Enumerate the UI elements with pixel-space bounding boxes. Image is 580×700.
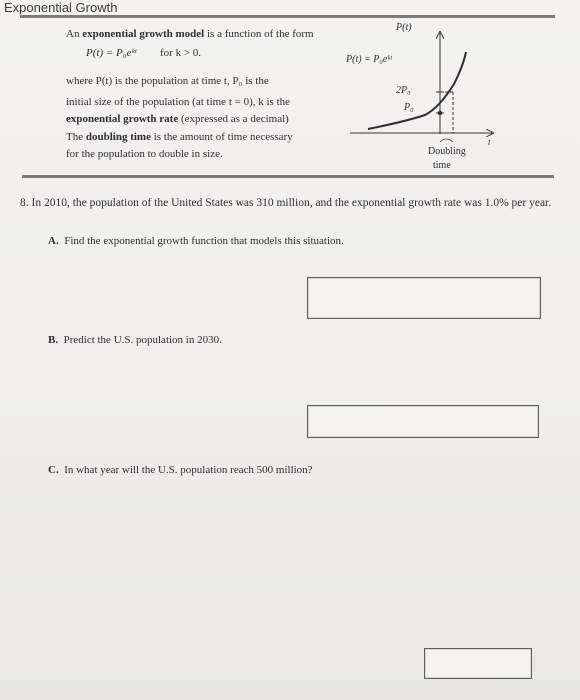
- answer-box-c[interactable]: [424, 648, 532, 679]
- formula-condition: for k > 0.: [160, 47, 202, 59]
- x-axis-label: t: [488, 137, 491, 147]
- answer-box-b[interactable]: [307, 405, 539, 438]
- definition-text: is the amount of time necessary: [150, 131, 293, 143]
- definition-line-1: [66, 26, 314, 42]
- doubling-label: Doubling: [428, 146, 466, 157]
- part-letter: C.: [48, 464, 59, 476]
- question-text: In what year will the U.S. population reach 500 million?: [64, 464, 313, 476]
- term-exponential-growth-rate: exponential growth rate: [66, 113, 179, 125]
- definition-line-2: where P(t) is the population at time t, P₀ is the: [66, 75, 269, 87]
- definition-text: The: [66, 131, 86, 143]
- answer-box-a[interactable]: [307, 277, 541, 319]
- definition-line-4: [66, 111, 289, 127]
- definition-line-6: for the population to double in size.: [66, 148, 223, 160]
- growth-graph-svg: [340, 22, 500, 182]
- definition-text: (expressed as a decimal): [178, 113, 289, 125]
- definition-text: is a function of the form: [204, 28, 314, 40]
- time-label: time: [433, 160, 451, 171]
- doubling-brace: [440, 139, 453, 142]
- p0-point: [438, 111, 442, 115]
- term-exponential-growth-model: exponential growth model: [82, 28, 205, 40]
- question-text: Find the exponential growth function that models this situation.: [64, 235, 344, 247]
- part-letter: A.: [48, 235, 59, 247]
- definition-line-5: [66, 129, 293, 145]
- term-doubling-time: doubling time: [85, 131, 151, 143]
- question-a: [48, 235, 344, 247]
- growth-formula: [86, 47, 202, 59]
- label-p0: P₀: [404, 102, 414, 113]
- label-2p0: 2P₀: [396, 85, 411, 96]
- question-c: [48, 464, 313, 476]
- part-letter: B.: [48, 334, 59, 346]
- top-divider: [20, 15, 555, 18]
- curve-label: P(t) = P₀eᵏᵗ: [346, 54, 392, 65]
- formula-text: P(t) = P₀eᵏᵗ: [86, 47, 137, 59]
- bottom-divider: [22, 175, 554, 178]
- definition-line-3: initial size of the population (at time t = 0), k is the: [66, 96, 291, 108]
- y-axis-label: P(t): [396, 22, 412, 33]
- question-b: [48, 334, 222, 346]
- question-8: 8. In 2010, the population of the United States was 310 million, and the exponential growth rate was 1.0% per year.: [20, 197, 552, 209]
- section-title: Exponential Growth: [4, 0, 118, 15]
- growth-graph: [340, 22, 500, 182]
- definition-text: An: [66, 28, 83, 40]
- question-text: Predict the U.S. population in 2030.: [63, 334, 222, 346]
